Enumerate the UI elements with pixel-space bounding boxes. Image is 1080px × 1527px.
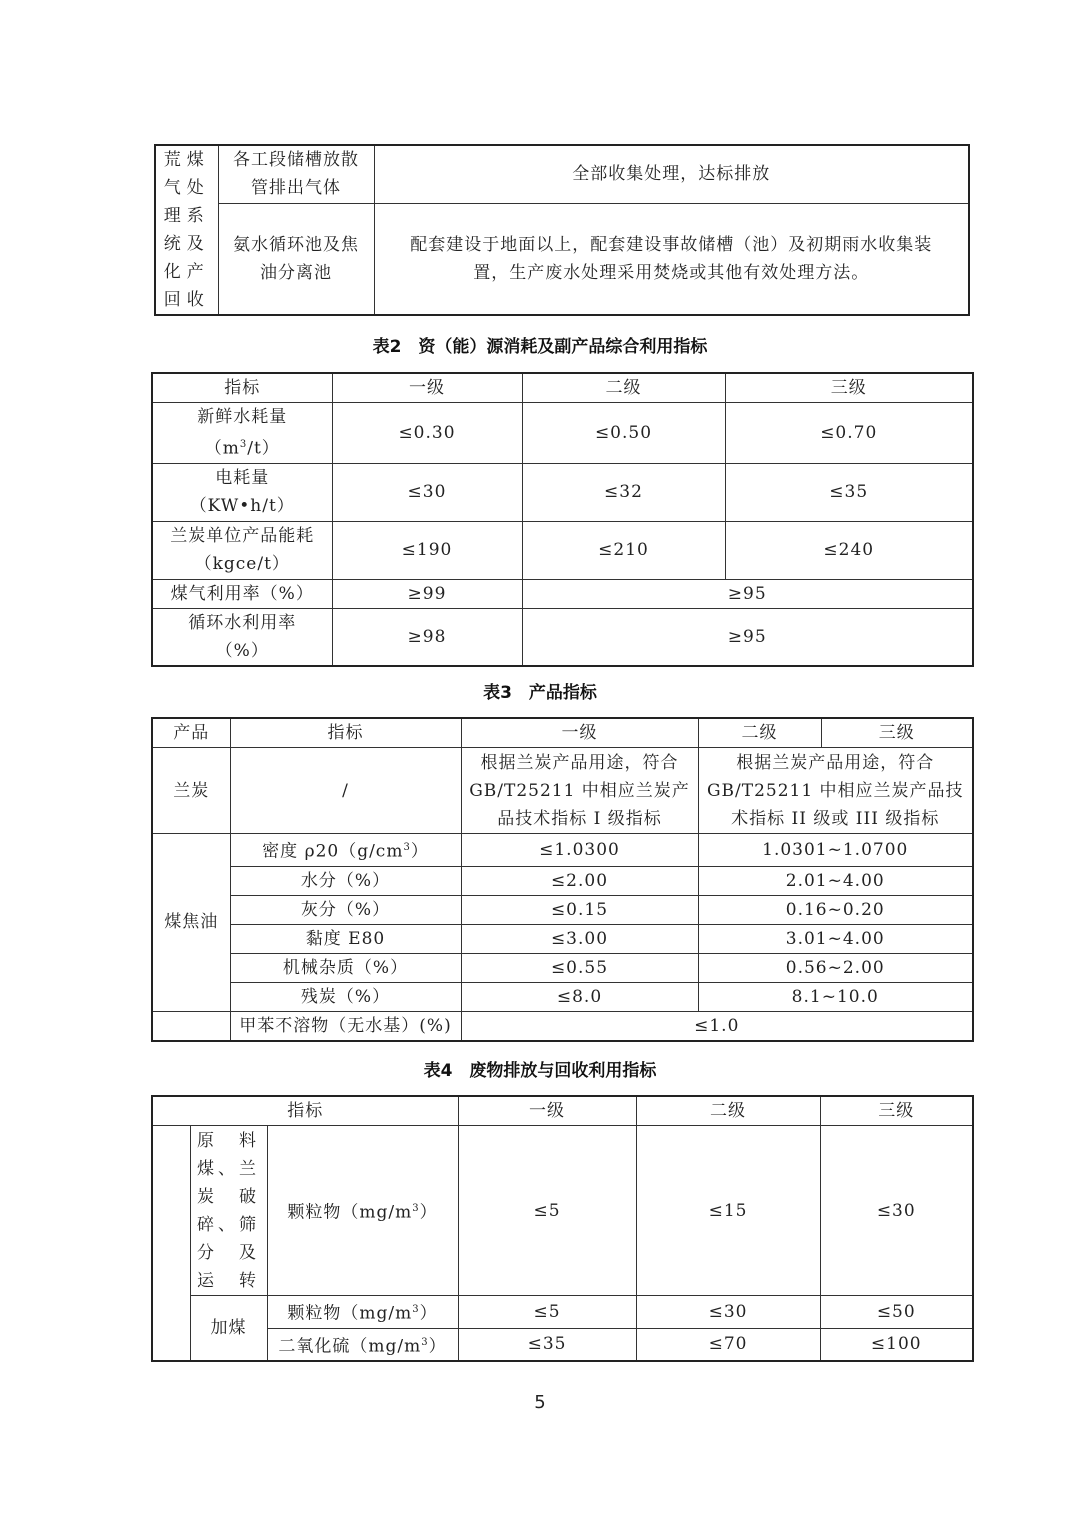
table2-cell: ≤0.50 — [522, 403, 725, 464]
table-row — [152, 521, 973, 579]
table1-group-cell: 荒煤 气处 理系 统及 化产 回收 — [155, 145, 218, 315]
table2-row-name: 煤气利用率（%） — [152, 579, 332, 608]
table3-caption: 表3 产品指标 — [483, 683, 597, 703]
table-row — [152, 895, 973, 924]
table2-cell: ≤30 — [332, 463, 522, 521]
table2-row-name: 新鲜水耗量 $(m^3/t)$ — [152, 403, 332, 464]
table4-cell: ≤5 — [458, 1126, 636, 1296]
table3-cell: ≤3.00 — [461, 924, 698, 953]
table4-header-level3: 三级 — [820, 1096, 973, 1126]
table3-cell-merged: 0.16~0.20 — [698, 895, 973, 924]
table3-indicator: 机械杂质（%） — [230, 953, 461, 982]
table3-indicator: 灰分（%） — [230, 895, 461, 924]
table3-indicator: 黏度 E80 — [230, 924, 461, 953]
table2-row-name: 兰炭单位产品能耗 （kgce/t） — [152, 521, 332, 579]
table3-empty-cell — [152, 1011, 230, 1041]
table2-cell-merged: ≥95 — [522, 579, 973, 608]
table2-header-level2: 二级 — [522, 373, 725, 403]
table-row — [152, 403, 973, 464]
page-number: 5 — [534, 1392, 546, 1413]
table4-cell: ≤30 — [820, 1126, 973, 1296]
table3-lantan-level23: 根据兰炭产品用途，符合 GB/T25211 中相应兰炭产品技 术指标 II 级或 III 级指标 — [698, 748, 973, 834]
table3-cell: ≤2.00 — [461, 866, 698, 895]
table3-cell-merged: 0.56~2.00 — [698, 953, 973, 982]
table-row — [152, 953, 973, 982]
table4-indicator: 颗粒物$(mg/m^3)$ — [267, 1296, 458, 1329]
table2-cell: ≥99 — [332, 579, 522, 608]
table2-caption: 表2 资（能）源消耗及副产品综合利用指标 — [372, 337, 708, 357]
table-row — [152, 1011, 973, 1041]
table3-cell-merged: 8.1~10.0 — [698, 982, 973, 1011]
table-2 — [151, 372, 974, 667]
table2-cell: ≥98 — [332, 608, 522, 666]
table2-cell-merged: ≥95 — [522, 608, 973, 666]
table4-indicator: 颗粒物$(mg/m^3)$ — [267, 1126, 458, 1296]
table4-blank-column — [152, 1126, 190, 1362]
table3-header-product: 产品 — [152, 718, 230, 748]
table4-cell: ≤30 — [636, 1296, 820, 1329]
table3-cell-merged: 1.0301~1.0700 — [698, 834, 973, 867]
table4-cell: ≤15 — [636, 1126, 820, 1296]
table-row — [152, 463, 973, 521]
table-row — [152, 866, 973, 895]
table4-group2-label: 加煤 — [190, 1296, 267, 1362]
table-row — [152, 982, 973, 1011]
table4-header-indicator: 指标 — [152, 1096, 458, 1126]
table3-indicator: 甲苯不溶物（无水基）(%) — [230, 1011, 461, 1041]
table3-product-tar: 煤焦油 — [152, 834, 230, 1012]
table-row — [152, 1296, 973, 1329]
table1-row2-requirement: 配套建设于地面以上，配套建设事故储槽（池）及初期雨水收集装 置，生产废水处理采用焚烧或其他有效处理方法。 — [374, 203, 969, 315]
table2-cell: ≤190 — [332, 521, 522, 579]
table-row — [152, 1328, 973, 1361]
table-row — [152, 834, 973, 867]
table2-header-level3: 三级 — [725, 373, 973, 403]
table2-header-indicator: 指标 — [152, 373, 332, 403]
table4-cell: ≤100 — [820, 1328, 973, 1361]
table3-header-level1: 一级 — [461, 718, 698, 748]
table3-cell-merged: 2.01~4.00 — [698, 866, 973, 895]
table3-indicator: 水分（%） — [230, 866, 461, 895]
table-row — [152, 924, 973, 953]
table3-lantan-level1: 根据兰炭产品用途，符合 GB/T25211 中相应兰炭产 品技术指标 I 级指标 — [461, 748, 698, 834]
table3-header-level2: 二级 — [698, 718, 821, 748]
table-row — [152, 608, 973, 666]
table4-header-level2: 二级 — [636, 1096, 820, 1126]
table3-indicator: 密度 $\rho 20(g/cm^3)$ — [230, 834, 461, 867]
table3-cell: ≤0.55 — [461, 953, 698, 982]
table2-row-name: 循环水利用率 （%） — [152, 608, 332, 666]
table-row — [152, 579, 973, 608]
table3-header-indicator: 指标 — [230, 718, 461, 748]
table3-header-level3: 三级 — [821, 718, 973, 748]
table-4 — [151, 1095, 974, 1362]
table2-cell: ≤32 — [522, 463, 725, 521]
table3-indicator: 残炭（%） — [230, 982, 461, 1011]
table-row — [152, 1126, 973, 1296]
table2-cell: ≤240 — [725, 521, 973, 579]
table4-cell: ≤35 — [458, 1328, 636, 1361]
table3-cell-merged: ≤1.0 — [461, 1011, 973, 1041]
table4-cell: ≤70 — [636, 1328, 820, 1361]
table4-group1-label: 原 料 煤、兰 炭 破 碎、筛 分 及 运 转 — [190, 1126, 267, 1296]
table2-header-level1: 一级 — [332, 373, 522, 403]
table4-caption: 表4 废物排放与回收利用指标 — [423, 1061, 657, 1081]
table3-indicator: / — [230, 748, 461, 834]
table4-header-level1: 一级 — [458, 1096, 636, 1126]
table4-indicator: 二氧化硫$(mg/m^3)$ — [267, 1328, 458, 1361]
table3-cell-merged: 3.01~4.00 — [698, 924, 973, 953]
table3-cell: ≤8.0 — [461, 982, 698, 1011]
table2-row-name: 电耗量 （KW•h/t） — [152, 463, 332, 521]
table4-cell: ≤50 — [820, 1296, 973, 1329]
table2-cell: ≤0.30 — [332, 403, 522, 464]
table2-cell: ≤210 — [522, 521, 725, 579]
table3-cell: ≤1.0300 — [461, 834, 698, 867]
table4-cell: ≤5 — [458, 1296, 636, 1329]
table3-cell: ≤0.15 — [461, 895, 698, 924]
table1-row1-item: 各工段储槽放散 管排出气体 — [218, 145, 374, 203]
table-3 — [151, 717, 974, 1042]
table2-cell: ≤35 — [725, 463, 973, 521]
table-row — [152, 748, 973, 834]
table-1-continued — [154, 144, 970, 316]
table1-row1-requirement: 全部收集处理，达标排放 — [374, 145, 969, 203]
table2-cell: ≤0.70 — [725, 403, 973, 464]
table3-product-lantan: 兰炭 — [152, 748, 230, 834]
table1-row2-item: 氨水循环池及焦 油分离池 — [218, 203, 374, 315]
